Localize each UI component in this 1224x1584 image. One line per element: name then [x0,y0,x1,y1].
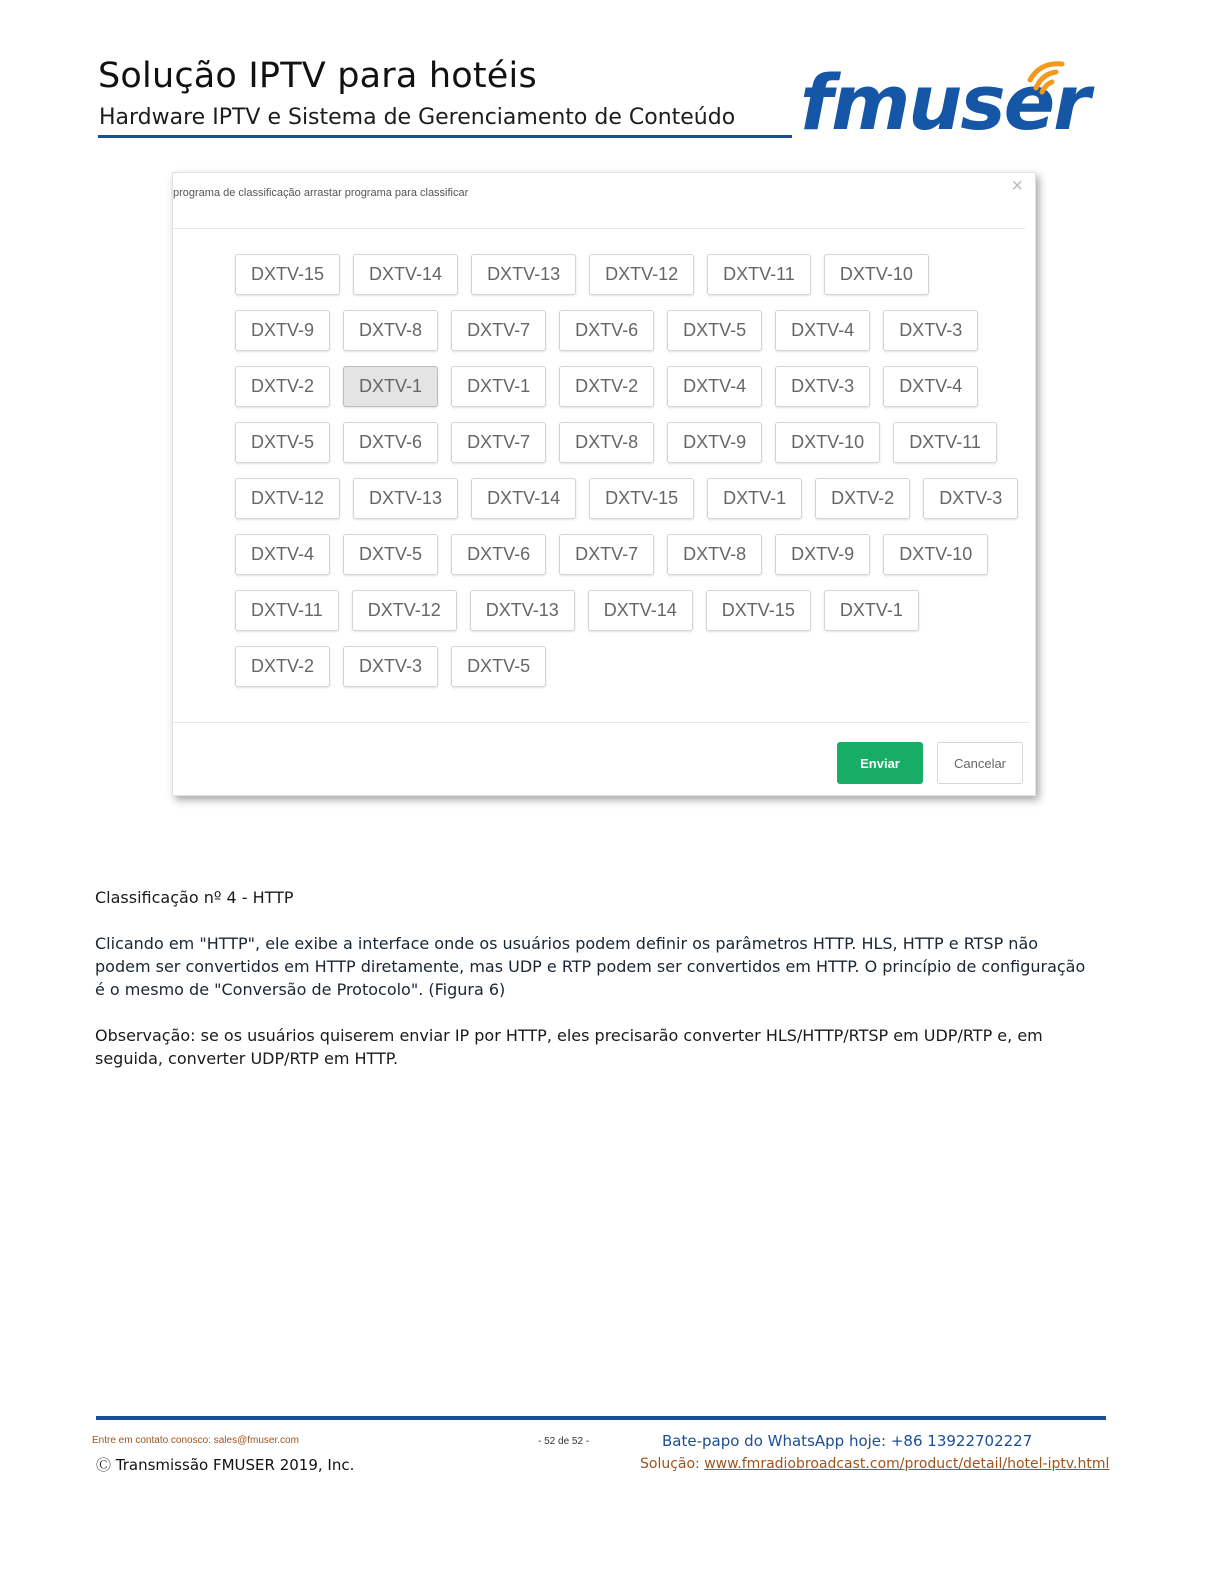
dialog-divider [173,722,1029,723]
program-row [235,422,1025,465]
program-tag[interactable]: DXTV-1 [451,366,546,407]
signal-waves-icon [1022,58,1082,98]
dialog-divider [173,228,1025,229]
submit-button[interactable]: Enviar [837,742,923,784]
program-tag[interactable]: DXTV-9 [775,534,870,575]
program-tag[interactable]: DXTV-8 [343,310,438,351]
program-tag[interactable]: DXTV-11 [235,590,339,631]
program-tag[interactable]: DXTV-5 [235,422,330,463]
dialog-title: programa de classificação arrastar programa para classificar [173,187,469,199]
header-divider [98,135,792,138]
logo-wordmark: fmuser [800,58,1089,147]
program-tag[interactable]: DXTV-5 [451,646,546,687]
program-tag[interactable]: DXTV-8 [559,422,654,463]
program-tag[interactable]: DXTV-13 [353,478,458,519]
program-tag[interactable]: DXTV-4 [667,366,762,407]
program-tag[interactable]: DXTV-2 [235,366,330,407]
close-icon[interactable]: × [1011,175,1023,197]
program-tag[interactable]: DXTV-5 [667,310,762,351]
program-tag[interactable]: DXTV-2 [815,478,910,519]
program-row [235,478,1025,521]
page-number: - 52 de 52 - [538,1436,590,1447]
program-row [235,254,1025,297]
section-heading: Classificação nº 4 - HTTP [95,888,294,907]
program-tag[interactable]: DXTV-14 [353,254,458,295]
solution-link[interactable]: www.fmradiobroadcast.com/product/detail/hotel-iptv.html [704,1456,1110,1472]
document-subtitle: Hardware IPTV e Sistema de Gerenciamento de Conteúdo [99,105,736,130]
program-tag[interactable]: DXTV-14 [588,590,693,631]
program-tag[interactable]: DXTV-1 [343,366,438,407]
solution-label: Solução: [640,1456,705,1472]
program-tag[interactable]: DXTV-2 [559,366,654,407]
program-tag[interactable]: DXTV-12 [589,254,694,295]
program-tag[interactable]: DXTV-10 [824,254,929,295]
program-tag[interactable]: DXTV-9 [235,310,330,351]
program-tag[interactable]: DXTV-3 [343,646,438,687]
body-paragraph: Clicando em "HTTP", ele exibe a interface onde os usuários podem definir os parâmetros HTTP. HLS, HTTP e RTSP não podem ser convertidos em HTTP diretamente, mas UDP e RTP podem ser convertidos em HTTP. O princípio de configuração é o mesmo de "Conversão de Protocolo". (Figura 6) [95,934,1086,999]
footer-solution [640,1456,1109,1472]
program-tag[interactable]: DXTV-10 [883,534,988,575]
program-tag[interactable]: DXTV-3 [923,478,1018,519]
program-tag[interactable]: DXTV-15 [235,254,340,295]
program-tag[interactable]: DXTV-10 [775,422,880,463]
program-tag[interactable]: DXTV-12 [352,590,457,631]
program-tag[interactable]: DXTV-6 [343,422,438,463]
footer-divider [96,1416,1106,1420]
program-tag[interactable]: DXTV-6 [451,534,546,575]
program-tag[interactable]: DXTV-15 [706,590,811,631]
program-tag[interactable]: DXTV-4 [235,534,330,575]
footer-copyright: Ⓒ Transmissão FMUSER 2019, Inc. [96,1456,355,1474]
program-tag[interactable]: DXTV-7 [559,534,654,575]
program-row [235,590,1025,633]
program-tag[interactable]: DXTV-4 [883,366,978,407]
program-tag[interactable]: DXTV-8 [667,534,762,575]
program-tag[interactable]: DXTV-1 [707,478,802,519]
cancel-button[interactable]: Cancelar [937,742,1023,784]
program-tag[interactable]: DXTV-7 [451,422,546,463]
program-row [235,310,1025,353]
program-row [235,366,1025,409]
program-tag[interactable]: DXTV-6 [559,310,654,351]
program-tag[interactable]: DXTV-5 [343,534,438,575]
note-paragraph: Observação: se os usuários quiserem enviar IP por HTTP, eles precisarão converter HLS/HTTP/RTSP em UDP/RTP e, em seguida, converter UDP/RTP em HTTP. [95,1026,1043,1068]
program-tag[interactable]: DXTV-4 [775,310,870,351]
fmuser-logo [800,58,1090,148]
program-tag[interactable]: DXTV-14 [471,478,576,519]
program-tag[interactable]: DXTV-13 [471,254,576,295]
footer-whatsapp: Bate-papo do WhatsApp hoje: +86 13922702227 [662,1432,1033,1450]
program-tag[interactable]: DXTV-2 [235,646,330,687]
program-tag[interactable]: DXTV-3 [883,310,978,351]
program-tag[interactable]: DXTV-1 [824,590,919,631]
footer-contact: Entre em contato conosco: sales@fmuser.com [92,1435,299,1446]
program-tag[interactable]: DXTV-7 [451,310,546,351]
program-list [235,254,1025,702]
program-tag[interactable]: DXTV-3 [775,366,870,407]
program-tag[interactable]: DXTV-12 [235,478,340,519]
document-title: Solução IPTV para hotéis [98,56,537,96]
sort-programs-dialog [172,172,1036,796]
program-row [235,646,1025,689]
program-tag[interactable]: DXTV-15 [589,478,694,519]
program-tag[interactable]: DXTV-11 [707,254,811,295]
program-tag[interactable]: DXTV-11 [893,422,997,463]
program-row [235,534,1025,577]
program-tag[interactable]: DXTV-13 [470,590,575,631]
program-tag[interactable]: DXTV-9 [667,422,762,463]
